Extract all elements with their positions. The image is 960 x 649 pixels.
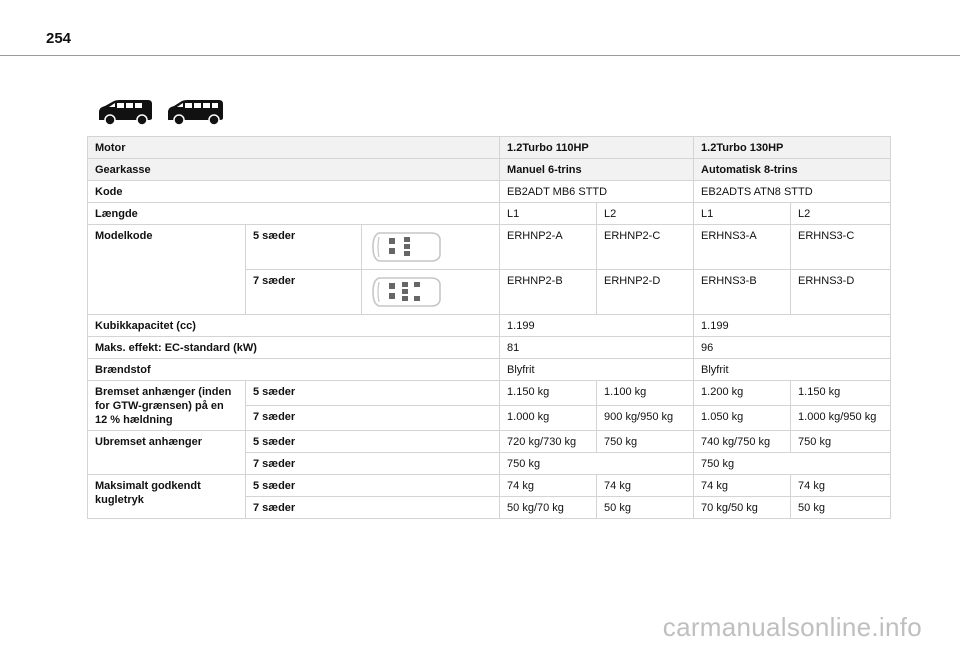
row-laengde xyxy=(88,203,891,225)
row-braendstof xyxy=(88,359,891,381)
kode-label: Kode xyxy=(88,181,500,203)
modelkode-7-label: 7 sæder xyxy=(246,270,362,315)
row-gearkasse xyxy=(88,159,891,181)
braendstof-value-1: Blyfrit xyxy=(500,359,694,381)
row-effekt xyxy=(88,337,891,359)
kugletryk-5-label: 5 sæder xyxy=(246,475,500,497)
bremset-7-cell: 1.000 kg xyxy=(500,406,597,431)
laengde-cell: L1 xyxy=(694,203,791,225)
bremset-label: Bremset anhænger (inden for GTW-grænsen) på en 12 % hældning xyxy=(88,381,246,431)
ubremset-5-label: 5 sæder xyxy=(246,431,500,453)
laengde-cell: L2 xyxy=(597,203,694,225)
kubik-value-1: 1.199 xyxy=(500,315,694,337)
bremset-5-cell: 1.200 kg xyxy=(694,381,791,406)
ubremset-5-cell: 720 kg/730 kg xyxy=(500,431,597,453)
modelkode-7-cell: ERHNP2-D xyxy=(597,270,694,315)
modelkode-5-cell: ERHNS3-A xyxy=(694,225,791,270)
bremset-7-label: 7 sæder xyxy=(246,406,500,431)
seat-layout-5-icon xyxy=(369,229,449,265)
kugletryk-7-cell: 50 kg xyxy=(791,497,891,519)
ubremset-7-value-1: 750 kg xyxy=(500,453,694,475)
seat-layout-7-cell xyxy=(362,270,500,315)
ubremset-7-value-2: 750 kg xyxy=(694,453,891,475)
row-bremset-5 xyxy=(88,381,891,406)
modelkode-5-cell: ERHNP2-C xyxy=(597,225,694,270)
kugletryk-7-cell: 50 kg/70 kg xyxy=(500,497,597,519)
row-kode xyxy=(88,181,891,203)
row-kugletryk-5 xyxy=(88,475,891,497)
kugletryk-5-cell: 74 kg xyxy=(500,475,597,497)
seat-layout-5-cell xyxy=(362,225,500,270)
bremset-7-cell: 900 kg/950 kg xyxy=(597,406,694,431)
motor-label: Motor xyxy=(88,137,500,159)
modelkode-label: Modelkode xyxy=(88,225,246,315)
bremset-7-cell: 1.000 kg/950 kg xyxy=(791,406,891,431)
ubremset-7-label: 7 sæder xyxy=(246,453,500,475)
kode-value-1: EB2ADT MB6 STTD xyxy=(500,181,694,203)
kode-value-2: EB2ADTS ATN8 STTD xyxy=(694,181,891,203)
kubik-value-2: 1.199 xyxy=(694,315,891,337)
van-short-icon xyxy=(96,99,154,127)
kugletryk-5-cell: 74 kg xyxy=(694,475,791,497)
bremset-5-cell: 1.150 kg xyxy=(500,381,597,406)
bremset-5-cell: 1.100 kg xyxy=(597,381,694,406)
seat-layout-7-icon xyxy=(369,274,449,310)
gearkasse-label: Gearkasse xyxy=(88,159,500,181)
laengde-cell: L2 xyxy=(791,203,891,225)
ubremset-5-cell: 750 kg xyxy=(791,431,891,453)
row-kubik xyxy=(88,315,891,337)
kugletryk-label: Maksimalt godkendt kugletryk xyxy=(88,475,246,519)
motor-value-1: 1.2Turbo 110HP xyxy=(500,137,694,159)
kugletryk-7-label: 7 sæder xyxy=(246,497,500,519)
modelkode-7-cell: ERHNS3-B xyxy=(694,270,791,315)
motor-value-2: 1.2Turbo 130HP xyxy=(694,137,891,159)
row-ubremset-5 xyxy=(88,431,891,453)
ubremset-label: Ubremset anhænger xyxy=(88,431,246,475)
gearkasse-value-2: Automatisk 8-trins xyxy=(694,159,891,181)
modelkode-5-label: 5 sæder xyxy=(246,225,362,270)
kugletryk-5-cell: 74 kg xyxy=(791,475,891,497)
modelkode-5-cell: ERHNS3-C xyxy=(791,225,891,270)
row-motor xyxy=(88,137,891,159)
kubik-label: Kubikkapacitet (cc) xyxy=(88,315,500,337)
header-divider xyxy=(0,55,960,56)
row-modelkode-5 xyxy=(88,225,891,270)
laengde-label: Længde xyxy=(88,203,500,225)
braendstof-label: Brændstof xyxy=(88,359,500,381)
watermark: carmanualsonline.info xyxy=(662,612,922,642)
effekt-value-1: 81 xyxy=(500,337,694,359)
ubremset-5-cell: 740 kg/750 kg xyxy=(694,431,791,453)
gearkasse-value-1: Manuel 6-trins xyxy=(500,159,694,181)
bremset-5-label: 5 sæder xyxy=(246,381,500,406)
kugletryk-5-cell: 74 kg xyxy=(597,475,694,497)
ubremset-5-cell: 750 kg xyxy=(597,431,694,453)
effekt-value-2: 96 xyxy=(694,337,891,359)
kugletryk-7-cell: 50 kg xyxy=(597,497,694,519)
bremset-5-cell: 1.150 kg xyxy=(791,381,891,406)
modelkode-5-cell: ERHNP2-A xyxy=(500,225,597,270)
braendstof-value-2: Blyfrit xyxy=(694,359,891,381)
kugletryk-7-cell: 70 kg/50 kg xyxy=(694,497,791,519)
vehicle-icons xyxy=(96,99,232,132)
specifications-table xyxy=(87,136,891,519)
modelkode-7-cell: ERHNS3-D xyxy=(791,270,891,315)
van-long-icon xyxy=(166,99,224,127)
modelkode-7-cell: ERHNP2-B xyxy=(500,270,597,315)
page-number: 254 xyxy=(46,30,72,47)
bremset-7-cell: 1.050 kg xyxy=(694,406,791,431)
laengde-cell: L1 xyxy=(500,203,597,225)
effekt-label: Maks. effekt: EC-standard (kW) xyxy=(88,337,500,359)
